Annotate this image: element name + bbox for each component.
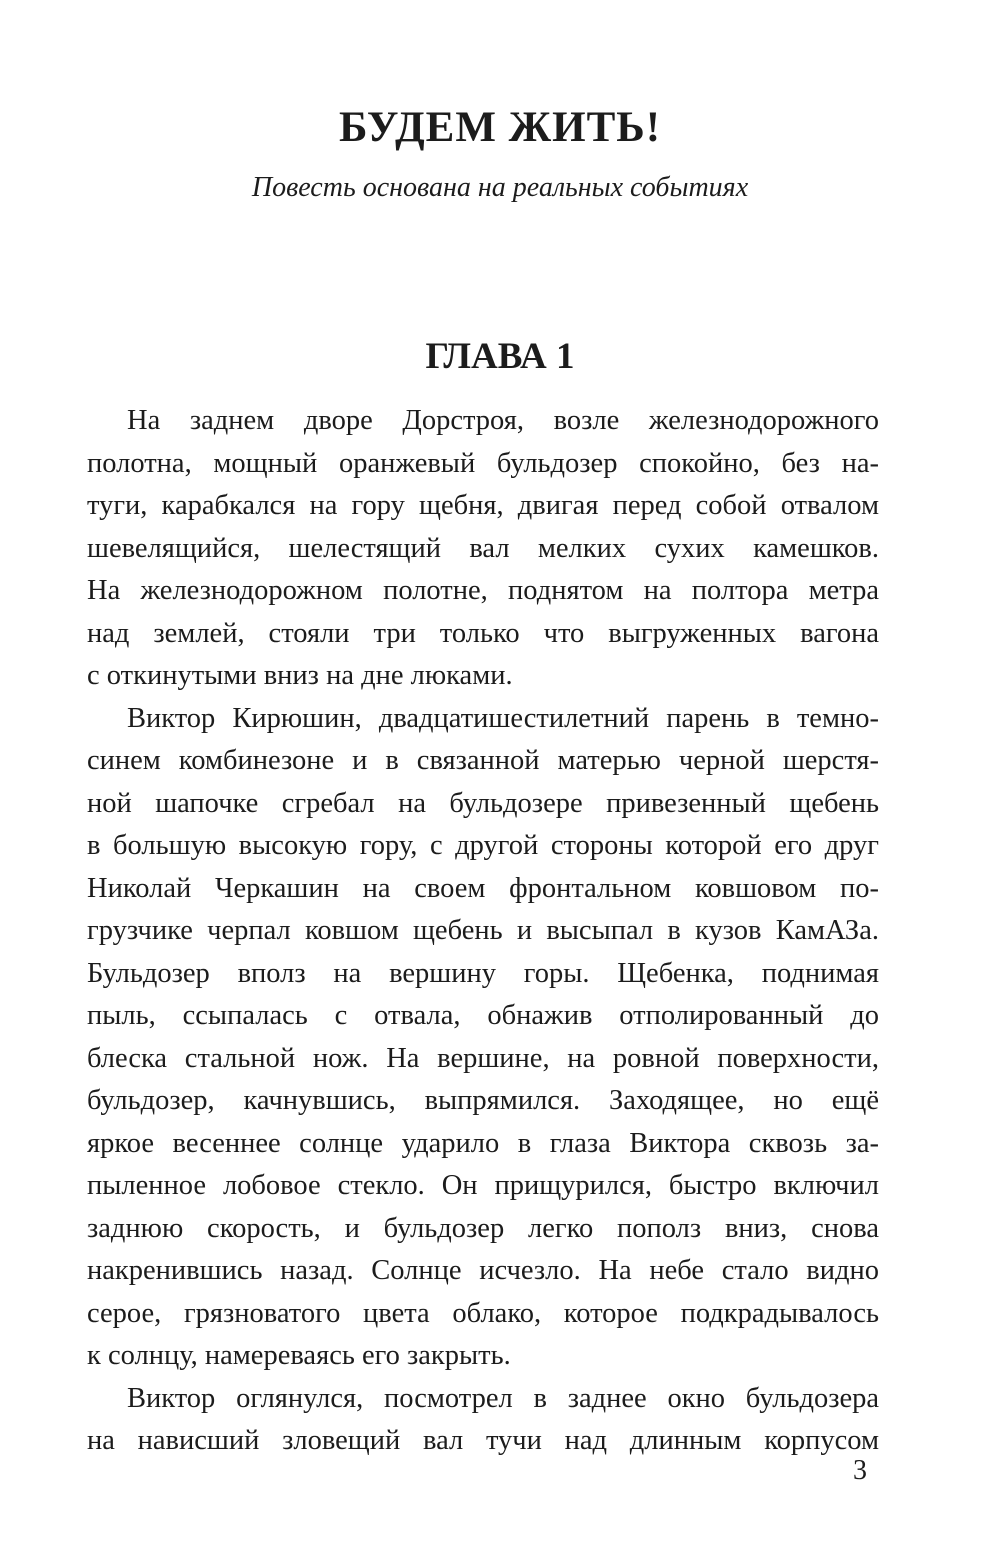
text-line: над землей, стояли три только что выгруженных вагона (87, 617, 879, 649)
text-line: Бульдозер вполз на вершину горы. Щебенка, поднимая (87, 957, 879, 989)
text-line: ной шапочке сгребал на бульдозере привезенный щебень (87, 787, 879, 819)
text-line: Виктор оглянулся, посмотрел в заднее окно бульдозера (127, 1382, 879, 1414)
text-line: бульдозер, качнувшись, выпрямился. Заходящее, но ещё (87, 1085, 879, 1116)
text-line: заднюю скорость, и бульдозер легко пополз вниз, снова (87, 1212, 879, 1244)
text-line: шевелящийся, шелестящий вал мелких сухих камешков. (87, 532, 879, 564)
book-title: БУДЕМ ЖИТЬ! (338, 104, 662, 151)
text-line: грузчике черпал ковшом щебень и высыпал в кузов КамАЗа. (87, 915, 879, 946)
text-line: пыленное лобовое стекло. Он прищурился, быстро включил (87, 1170, 879, 1201)
text-line: серое, грязноватого цвета облако, которое подкрадывалось (87, 1297, 879, 1329)
text-line: туги, карабкался на гору щебня, двигая перед собой отвалом (87, 490, 879, 521)
text-line: Виктор Кирюшин, двадцатишестилетний парень в темно- (127, 702, 879, 734)
text-line: к солнцу, намереваясь его закрыть. (87, 1340, 511, 1371)
text-line: яркое весеннее солнце ударило в глаза Виктора сквозь за- (87, 1127, 879, 1159)
text-line: в большую высокую гору, с другой стороны которой его друг (87, 830, 879, 861)
text-line: синем комбинезоне и в связанной матерью черной шерстя- (87, 745, 879, 776)
chapter-text (87, 400, 879, 1463)
text-line: На железнодорожном полотне, поднятом на полтора метра (87, 575, 879, 606)
text-line: Николай Черкашин на своем фронтальном ковшовом по- (87, 872, 879, 904)
book-subtitle: Повесть основана на реальных событиях (251, 172, 749, 203)
text-line: блеска стальной нож. На вершине, на ровной поверхности, (87, 1042, 879, 1074)
text-line: накренившись назад. Солнце исчезло. На небе стало видно (87, 1255, 879, 1286)
page-number: 3 (853, 1455, 867, 1486)
text-line: На заднем дворе Дорстроя, возле железнодорожного (127, 405, 879, 436)
chapter-heading: ГЛАВА 1 (425, 336, 575, 377)
text-line: пыль, ссыпалась с отвала, обнажив отполированный до (87, 1000, 879, 1031)
text-line: на нависший зловещий вал тучи над длинным корпусом (87, 1425, 879, 1456)
text-line: полотна, мощный оранжевый бульдозер спокойно, без на- (87, 447, 879, 479)
text-line: с откинутыми вниз на дне люками. (87, 660, 513, 691)
